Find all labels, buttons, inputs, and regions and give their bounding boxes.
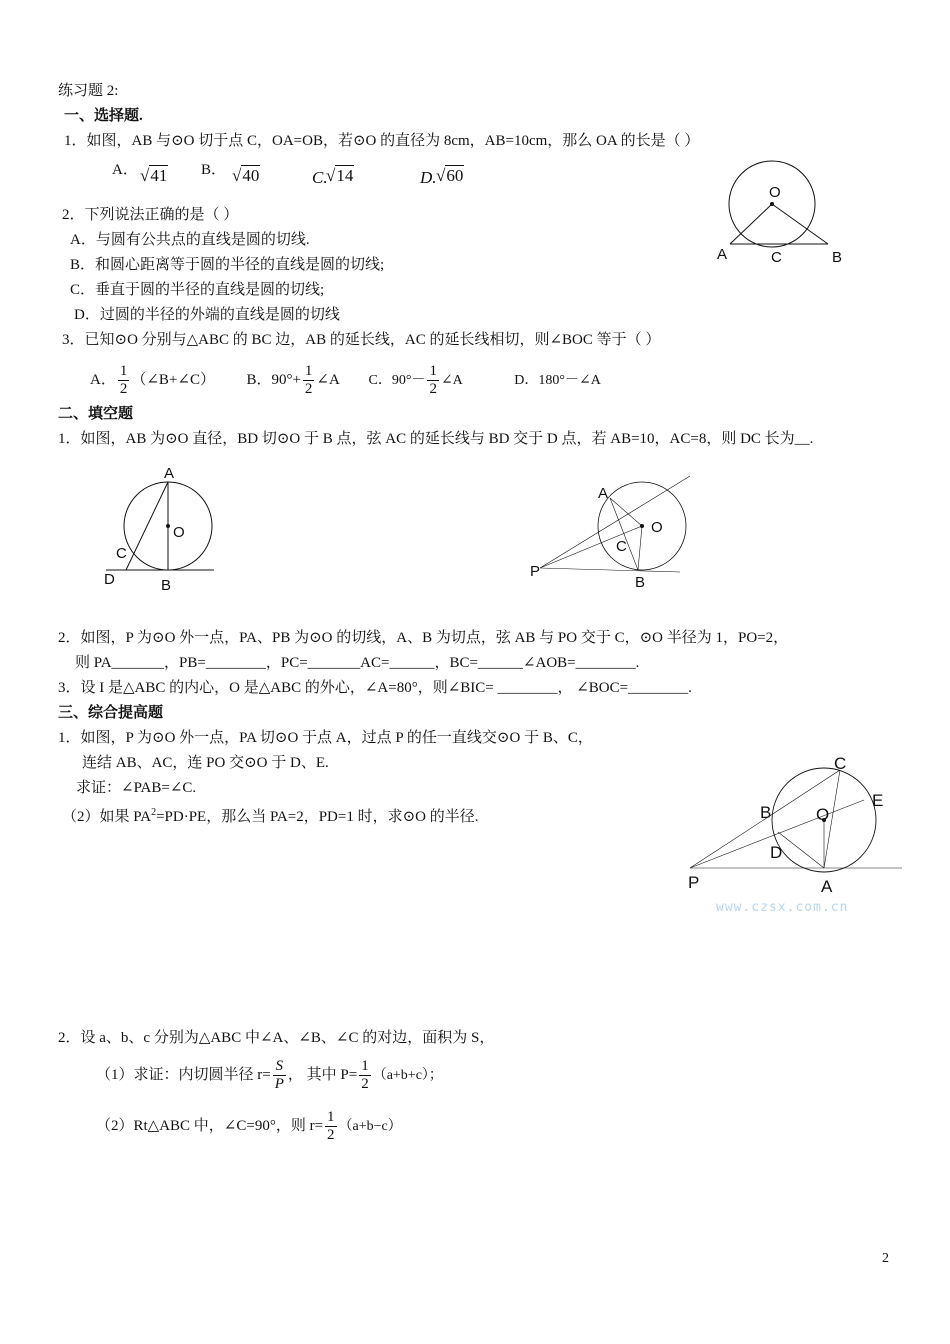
option-d-label: D. [420,168,437,187]
fig4-label-o: O [816,805,830,824]
question-3-1-line2: 连结 AB、AC，连 PO 交⊙O 于 D、E. [82,755,329,771]
section-heading-choice: 一、选择题. [64,108,143,124]
fig4-label-b: B [760,803,772,822]
question-2-2-line2: 则 PA_______，PB=________，PC=_______AC=______，BC=______∠AOB=________. [75,655,640,671]
fig2-label-a: A [164,465,175,482]
option-d-sqrt: √60 [436,166,464,185]
fig4-label-d: D [770,843,783,862]
option-b-sqrt: √40 [232,166,260,185]
figure-tangent-circle [712,158,842,268]
question-1-3-options: A． $\frac{1}{2}$ （∠B+∠C） B．90°+ $\frac{1}{2}$ ∠A C．90°－ $\frac{1}{2}$ ∠A D．180°－∠A [90,363,601,398]
page-number: 2 [882,1251,889,1266]
question-1-3: 3．已知⊙O 分别与△ABC 的 BC 边，AB 的延长线，AC 的延长线相切，则∠BOC 等于（ ） [62,332,661,348]
fig3-label-o: O [651,519,663,536]
question-3-1-part2: （2）如果 $PA^2=PD\cdot PE$，那么当 PA=2，PD=1 时，求⊙O 的半径. [62,807,479,825]
option-b-label: B． [201,162,227,178]
fig3-label-b: B [635,574,646,591]
fig1-label-c: C [771,249,782,266]
question-1-1: 1．如图，AB 与⊙O 切于点 C，OA=OB，若⊙O 的直径为 8cm，AB=10cm，那么 OA 的长是（ ） [64,133,700,149]
question-1-2-option-c: C．垂直于圆的半径的直线是圆的切线; [70,282,325,298]
fig4-label-e: E [872,791,884,810]
section-heading-comprehensive: 三、综合提高题 [58,705,164,721]
question-3-1-line3: 求证：∠PAB=∠C. [76,780,197,796]
question-1-2-option-b: B．和圆心距离等于圆的半径的直线是圆的切线; [70,257,385,273]
page-title: 练习题 2: [58,83,119,99]
figure-secant-tangent [686,750,906,920]
question-1-2: 2．下列说法正确的是（ ） [62,207,239,223]
question-3-2-part1: （1）求证：内切圆半径 r= $\frac{S}{P}$ ， 其中 P= $\frac{1}{2}$ （a+b+c）； [96,1058,443,1093]
fig2-label-o: O [173,524,185,541]
question-1-2-option-a: A．与圆有公共点的直线是圆的切线. [70,232,310,248]
fig2-label-b: B [161,577,172,594]
section-heading-fill: 二、填空题 [58,406,134,422]
fig3-label-c: C [616,538,627,555]
fig1-label-a: A [717,246,728,263]
watermark-text: www.czsx.com.cn [716,900,849,915]
fig3-label-p: P [530,563,541,580]
fig3-label-a: A [598,485,609,502]
question-2-2-line1: 2．如图，P 为⊙O 外一点，PA、PB 为⊙O 的切线，A、B 为切点，弦 AB 与 PO 交于 C，⊙O 半径为 1，PO=2， [58,630,789,646]
option-c-sqrt: √14 [326,166,354,185]
question-3-2-line1: 2．设 a、b、c 分别为△ABC 中∠A、∠B、∠C 的对边，面积为 S， [58,1030,495,1046]
fig2-label-d: D [104,571,115,588]
question-1-2-option-d: D．过圆的半径的外端的直线是圆的切线 [74,307,340,323]
fig2-label-c: C [116,545,127,562]
fig1-label-b: B [832,249,843,266]
figure-two-tangents [528,472,728,592]
figure-diameter-tangent [100,458,240,598]
question-3-2-part2: （2）Rt△ABC 中，∠C=90°，则 r= $\frac{1}{2}$ （a+b−c） [96,1109,402,1144]
option-a-sqrt: √41 [140,166,168,185]
option-c-label: C. [312,168,328,187]
question-2-1: 1．如图，AB 为⊙O 直径，BD 切⊙O 于 B 点，弦 AC 的延长线与 BD 交于 D 点，若 AB=10，AC=8，则 DC 长为__. [58,431,814,447]
question-3-1-line1: 1．如图，P 为⊙O 外一点，PA 切⊙O 于点 A，过点 P 的任一直线交⊙O 于 B、C， [58,730,593,746]
fig1-label-o: O [769,184,781,201]
question-2-3: 3．设 I 是△ABC 的内心，O 是△ABC 的外心，∠A=80°，则∠BIC= ________， ∠BOC=________. [58,680,692,696]
option-a-label: A． [112,162,138,178]
fig4-label-c: C [834,754,847,773]
fig4-label-a: A [821,877,833,896]
fig4-label-p: P [688,873,700,892]
